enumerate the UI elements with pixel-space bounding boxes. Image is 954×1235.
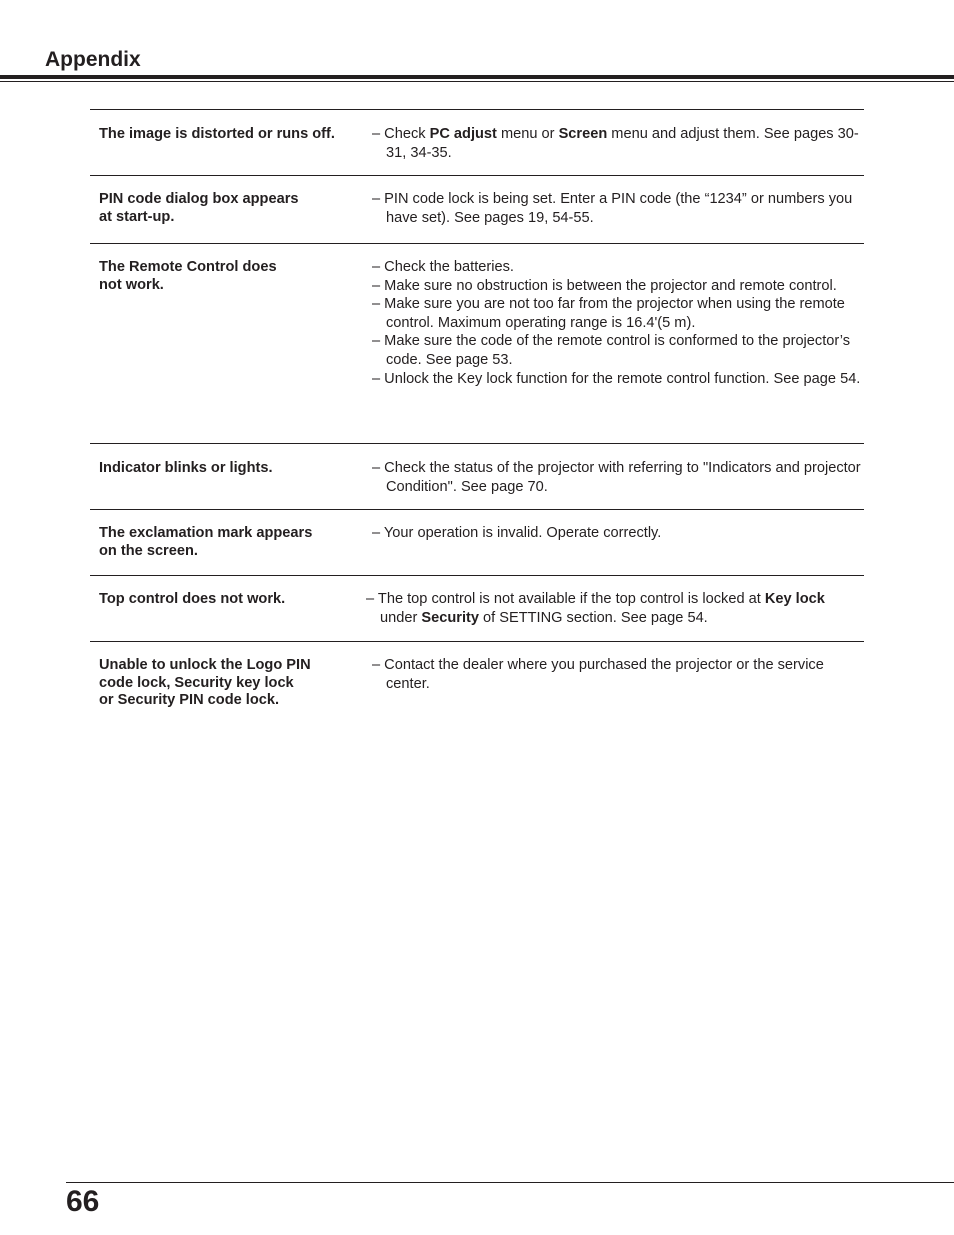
problem-cell <box>99 126 361 144</box>
solution-emphasis: PC adjust <box>429 126 497 142</box>
problem-text: The Remote Control does <box>99 259 277 275</box>
problem-text: Top control does not work. <box>99 591 286 607</box>
page-number: 66 <box>66 1185 100 1218</box>
problem-text: code lock, Security key lock <box>99 674 294 691</box>
table-row <box>90 176 864 244</box>
solution-item <box>372 190 862 227</box>
solution-item <box>372 125 862 162</box>
problem-text: Unable to unlock the Logo PIN <box>99 657 311 673</box>
problem-text: PIN code dialog box appears <box>99 191 299 207</box>
problem-text: not work. <box>99 276 164 293</box>
solution-item <box>366 590 862 627</box>
problem-cell <box>99 525 361 560</box>
problem-cell <box>99 460 361 478</box>
solution-cell <box>372 258 862 388</box>
header-rule-thin <box>0 81 954 82</box>
table-row <box>90 244 864 444</box>
problem-text: or Security PIN code lock. <box>99 692 280 708</box>
solution-text: – Check the status of the projector with referring to "Indicators and projector Condition". See page 70. <box>372 460 861 495</box>
problem-text: Indicator blinks or lights. <box>99 460 273 476</box>
solution-item <box>372 258 862 277</box>
solution-emphasis: Security <box>421 609 479 626</box>
solution-cell <box>372 524 862 543</box>
solution-text: – Your operation is invalid. Operate correctly. <box>372 525 662 541</box>
solution-item <box>372 295 862 332</box>
solution-item <box>372 459 862 496</box>
page-title: Appendix <box>45 48 141 71</box>
problem-cell <box>99 657 361 710</box>
footer-rule <box>66 1182 954 1183</box>
solution-item <box>372 656 862 693</box>
problem-cell <box>99 191 361 226</box>
solution-item <box>372 277 862 296</box>
table-row <box>90 110 864 176</box>
table-row <box>90 576 864 642</box>
table-row <box>90 642 864 722</box>
solution-text: – Check <box>372 126 430 142</box>
solution-text: – Check the batteries. <box>372 259 514 275</box>
solution-text: – Make sure you are not too far from the projector when using the remote control. Maximum operating range is 16.4'(5 m). <box>372 296 845 331</box>
solution-text: – The top control is not available if the top control is locked at <box>366 591 765 607</box>
problem-text: The exclamation mark appears <box>99 525 313 541</box>
solution-cell <box>372 656 862 693</box>
troubleshooting-table <box>90 109 864 722</box>
solution-text: – PIN code lock is being set. Enter a PIN code (the “1234” or numbers you have set). See pages 19, 54-55. <box>372 191 853 226</box>
table-row <box>90 510 864 576</box>
solution-cell <box>372 459 862 496</box>
solution-text: menu or <box>496 126 559 142</box>
solution-item <box>372 332 862 369</box>
solution-emphasis: Screen <box>558 126 608 142</box>
solution-text: of SETTING section. See page 54. <box>478 609 708 626</box>
problem-text: The image is distorted or runs off. <box>99 126 335 142</box>
table-row <box>90 444 864 510</box>
solution-text: menu and adjust them. See pages 30-31, 34-35. <box>386 126 859 161</box>
solution-text: – Unlock the Key lock function for the remote control function. See page 54. <box>372 370 861 387</box>
problem-text: at start-up. <box>99 208 175 225</box>
solution-cell <box>366 590 862 627</box>
problem-text: on the screen. <box>99 542 198 559</box>
solution-cell <box>372 190 862 227</box>
solution-cell <box>372 125 862 162</box>
solution-text: – Make sure the code of the remote control is conformed to the projector’s code. See page 53. <box>372 333 851 368</box>
solution-text: – Contact the dealer where you purchased the projector or the service center. <box>372 657 824 692</box>
solution-item <box>372 370 862 389</box>
solution-text: – Make sure no obstruction is between the projector and remote control. <box>372 277 837 294</box>
solution-item <box>372 524 862 543</box>
solution-emphasis: Key lock <box>764 591 825 607</box>
solution-text: under <box>380 609 422 626</box>
header-rule <box>0 75 954 79</box>
problem-cell <box>99 591 361 609</box>
problem-cell <box>99 259 361 294</box>
